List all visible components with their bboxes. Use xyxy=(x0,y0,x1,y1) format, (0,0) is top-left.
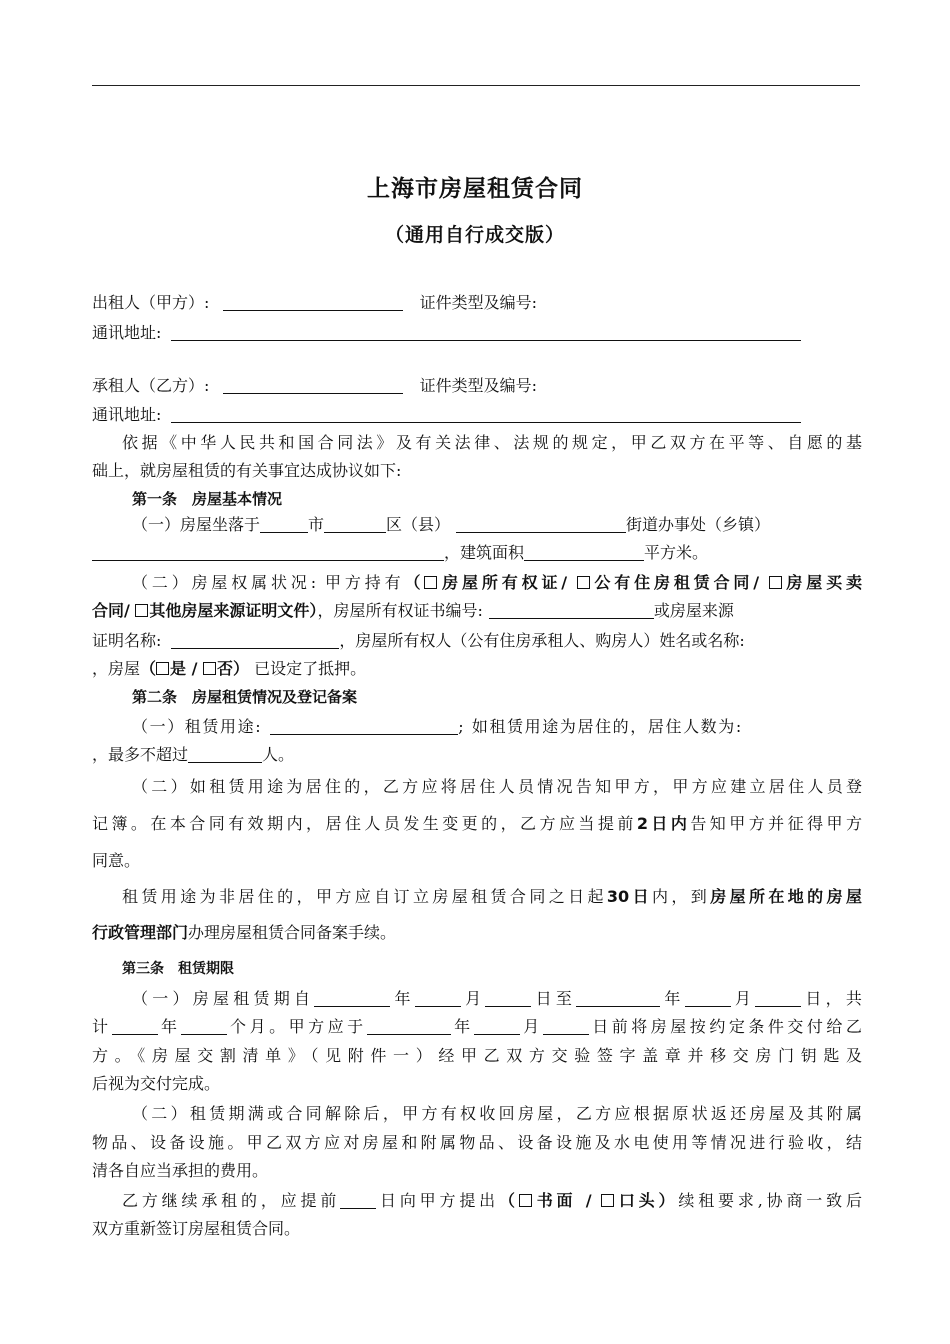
text: 个月。甲方应于 xyxy=(226,1017,367,1036)
district-blank[interactable] xyxy=(324,516,386,533)
text: 至 xyxy=(555,989,577,1008)
text: 年 xyxy=(660,989,685,1008)
text: 否） xyxy=(217,659,250,678)
article-1-p2-line-4 xyxy=(92,658,862,680)
text: （二）房屋权属状况: 甲方持有 xyxy=(132,573,405,592)
city-blank[interactable] xyxy=(260,516,308,533)
checkbox-ownership-cert[interactable] xyxy=(424,576,437,589)
article-2-p2-line-3: 同意。 xyxy=(92,851,141,870)
text: ; 如租赁用途为居住的，居住人数为: xyxy=(458,717,743,736)
usage-blank[interactable] xyxy=(270,718,458,735)
party-b-address-label: 通讯地址: xyxy=(92,405,162,424)
checkbox-mortgage-no[interactable] xyxy=(203,662,216,675)
text: 计 xyxy=(92,1017,112,1036)
start-month-blank[interactable] xyxy=(415,990,461,1007)
contract-subtitle: （通用自行成交版） xyxy=(384,224,565,246)
article-2-p2-line-1: （二）如租赁用途为居住的，乙方应将居住人员情况告知甲方，甲方应建立居住人员登 xyxy=(132,777,862,796)
article-3-p1-line-1 xyxy=(132,988,862,1010)
party-b-name-blank[interactable] xyxy=(223,377,403,394)
area-blank[interactable] xyxy=(524,544,644,561)
text: 平方米。 xyxy=(644,543,709,562)
end-day-blank[interactable] xyxy=(755,990,801,1007)
article-1-p2-line-3 xyxy=(92,630,862,652)
text: 房屋所在地的房屋 xyxy=(710,887,862,906)
text: 年 xyxy=(390,989,415,1008)
text: 月 xyxy=(519,1017,543,1036)
article-2-p3-line-2 xyxy=(92,922,862,944)
location-blank[interactable] xyxy=(92,544,444,561)
text: 房屋所有权证/ xyxy=(438,573,577,592)
text: 日向甲方提出 xyxy=(376,1191,500,1210)
article-3-p2-line-3: 清各自应当承担的费用。 xyxy=(92,1161,269,1180)
text: （ xyxy=(404,573,425,592)
text: 告知甲方并征得甲方 xyxy=(690,814,862,833)
text: （一）房屋租赁期自 xyxy=(132,989,315,1008)
article-1-p2-line-1 xyxy=(132,572,862,594)
preamble-line-1: 依据《中华人民共和国合同法》及有关法律、法规的规定，甲乙双方在平等、自愿的基 xyxy=(122,433,862,452)
article-3-p1-line-2 xyxy=(92,1016,862,1038)
party-b-address-blank[interactable] xyxy=(171,406,801,423)
party-a-address-line xyxy=(92,322,862,344)
end-month-blank[interactable] xyxy=(685,990,731,1007)
text: 租赁用途为非居住的，甲方应自订立房屋租赁合同之日起 xyxy=(122,887,607,906)
article-1-p1-line-2 xyxy=(92,542,862,564)
text: 前将房屋按约定条件交付给乙 xyxy=(611,1017,862,1036)
party-a-line xyxy=(92,292,862,314)
text: ，房屋所有权证书编号: xyxy=(317,601,483,620)
article-2-p1-line-2 xyxy=(92,744,862,766)
text: 或房屋来源 xyxy=(653,601,734,620)
text: 日 xyxy=(801,989,826,1008)
party-b-id-label: 证件类型及编号: xyxy=(419,376,537,395)
article-2-p1-line-1 xyxy=(132,716,862,738)
article-3-p2-line-1: （二）租赁期满或合同解除后，甲方有权收回房屋，乙方应根据原状返还房屋及其附属 xyxy=(132,1104,862,1123)
article-1-p1-line-1 xyxy=(132,514,862,536)
end-year-blank[interactable] xyxy=(576,990,660,1007)
start-year-blank[interactable] xyxy=(314,990,390,1007)
text: 房屋买卖 xyxy=(782,573,862,592)
cert-number-blank[interactable] xyxy=(489,602,654,619)
text: 合同/ xyxy=(92,601,136,620)
text: 月 xyxy=(460,989,486,1008)
text: 日 xyxy=(588,1017,612,1036)
text: 月 xyxy=(730,989,756,1008)
checkbox-oral[interactable] xyxy=(601,1194,614,1207)
delivery-year-blank[interactable] xyxy=(367,1018,451,1035)
article-3-p3-line-2: 双方重新签订房屋租赁合同。 xyxy=(92,1219,301,1238)
text: （一）租赁用途: xyxy=(132,717,263,736)
party-b-label: 承租人（乙方）: xyxy=(92,376,210,395)
max-occupants-blank[interactable] xyxy=(188,746,262,763)
party-a-name-blank[interactable] xyxy=(223,294,403,311)
party-a-id-label: 证件类型及编号: xyxy=(419,293,537,312)
text: ，房屋所有权人（公有住房承租人、购房人）姓名或名称: xyxy=(339,631,745,650)
proof-name-blank[interactable] xyxy=(171,632,339,649)
text: 内，到 xyxy=(651,887,711,906)
contract-title: 上海市房屋租赁合同 xyxy=(367,176,583,202)
total-months-blank[interactable] xyxy=(181,1018,227,1035)
text: 人。 xyxy=(262,745,295,764)
text: 行政管理部门 xyxy=(92,923,189,942)
text: （一）房屋坐落于 xyxy=(132,515,261,534)
text: 口头） xyxy=(615,1191,679,1210)
text: ，最多不超过 xyxy=(92,745,189,764)
header-rule xyxy=(92,85,860,86)
text: 书面 / xyxy=(532,1191,602,1210)
text: 30日 xyxy=(606,887,652,906)
text: （ xyxy=(140,659,157,678)
party-a-label: 出租人（甲方）: xyxy=(92,293,210,312)
party-a-address-label: 通讯地址: xyxy=(92,323,162,342)
text: ，共 xyxy=(825,989,862,1008)
checkbox-public-housing[interactable] xyxy=(577,576,590,589)
party-b-line xyxy=(92,375,862,397)
article-3-p1-line-3: 方。《房屋交割清单》（见附件一）经甲乙双方交验签字盖章并移交房门钥匙及 xyxy=(92,1046,862,1065)
party-b-address-line xyxy=(92,404,862,426)
text: 乙方继续承租的，应提前 xyxy=(122,1191,341,1210)
delivery-day-blank[interactable] xyxy=(543,1018,589,1035)
text: 日 xyxy=(531,989,556,1008)
text: 记簿。在本合同有效期内，居住人员发生变更的，乙方应当提前 xyxy=(92,814,637,833)
start-day-blank[interactable] xyxy=(485,990,531,1007)
article-3-p1-line-4: 后视为交付完成。 xyxy=(92,1074,221,1093)
article-2-heading: 第二条 房屋租赁情况及登记备案 xyxy=(132,688,358,706)
checkbox-mortgage-yes[interactable] xyxy=(156,662,169,675)
preamble-line-2: 础上，就房屋租赁的有关事宜达成协议如下: xyxy=(92,461,402,480)
article-2-p2-line-2 xyxy=(92,813,862,835)
text: 年 xyxy=(157,1017,181,1036)
article-1-heading: 第一条 房屋基本情况 xyxy=(132,490,283,508)
article-1-p2-line-2 xyxy=(92,600,862,622)
text: 续租要求,协商一致后 xyxy=(678,1191,862,1210)
text: 是 / xyxy=(170,659,204,678)
text: （ xyxy=(499,1191,519,1210)
checkbox-purchase-contract[interactable] xyxy=(769,576,782,589)
text: ，建筑面积 xyxy=(444,543,525,562)
text: 年 xyxy=(450,1017,474,1036)
total-years-blank[interactable] xyxy=(112,1018,158,1035)
text: 公有住房租赁合同/ xyxy=(590,573,769,592)
checkbox-other-proof[interactable] xyxy=(135,604,148,617)
text: ，房屋 xyxy=(92,659,141,678)
street-blank[interactable] xyxy=(456,516,626,533)
party-a-address-blank[interactable] xyxy=(171,324,801,341)
text: 市 xyxy=(308,515,325,534)
text: 其他房屋来源证明文件） xyxy=(149,601,318,620)
text: 街道办事处（乡镇） xyxy=(626,515,771,534)
text: 区（县） xyxy=(386,515,451,534)
text: 办理房屋租赁合同备案手续。 xyxy=(188,923,397,942)
renewal-days-blank[interactable] xyxy=(340,1192,376,1209)
delivery-month-blank[interactable] xyxy=(474,1018,520,1035)
text: 2日内 xyxy=(636,814,691,833)
article-2-p3-line-1 xyxy=(122,886,862,908)
text: 证明名称: xyxy=(92,631,162,650)
article-3-heading: 第三条 租赁期限 xyxy=(122,961,234,977)
article-3-p3-line-1 xyxy=(122,1190,862,1212)
text: 已设定了抵押。 xyxy=(249,659,367,678)
checkbox-written[interactable] xyxy=(519,1194,532,1207)
article-3-p2-line-2: 物品、设备设施。甲乙双方应对房屋和附属物品、设备设施及水电使用等情况进行验收，结 xyxy=(92,1133,862,1152)
